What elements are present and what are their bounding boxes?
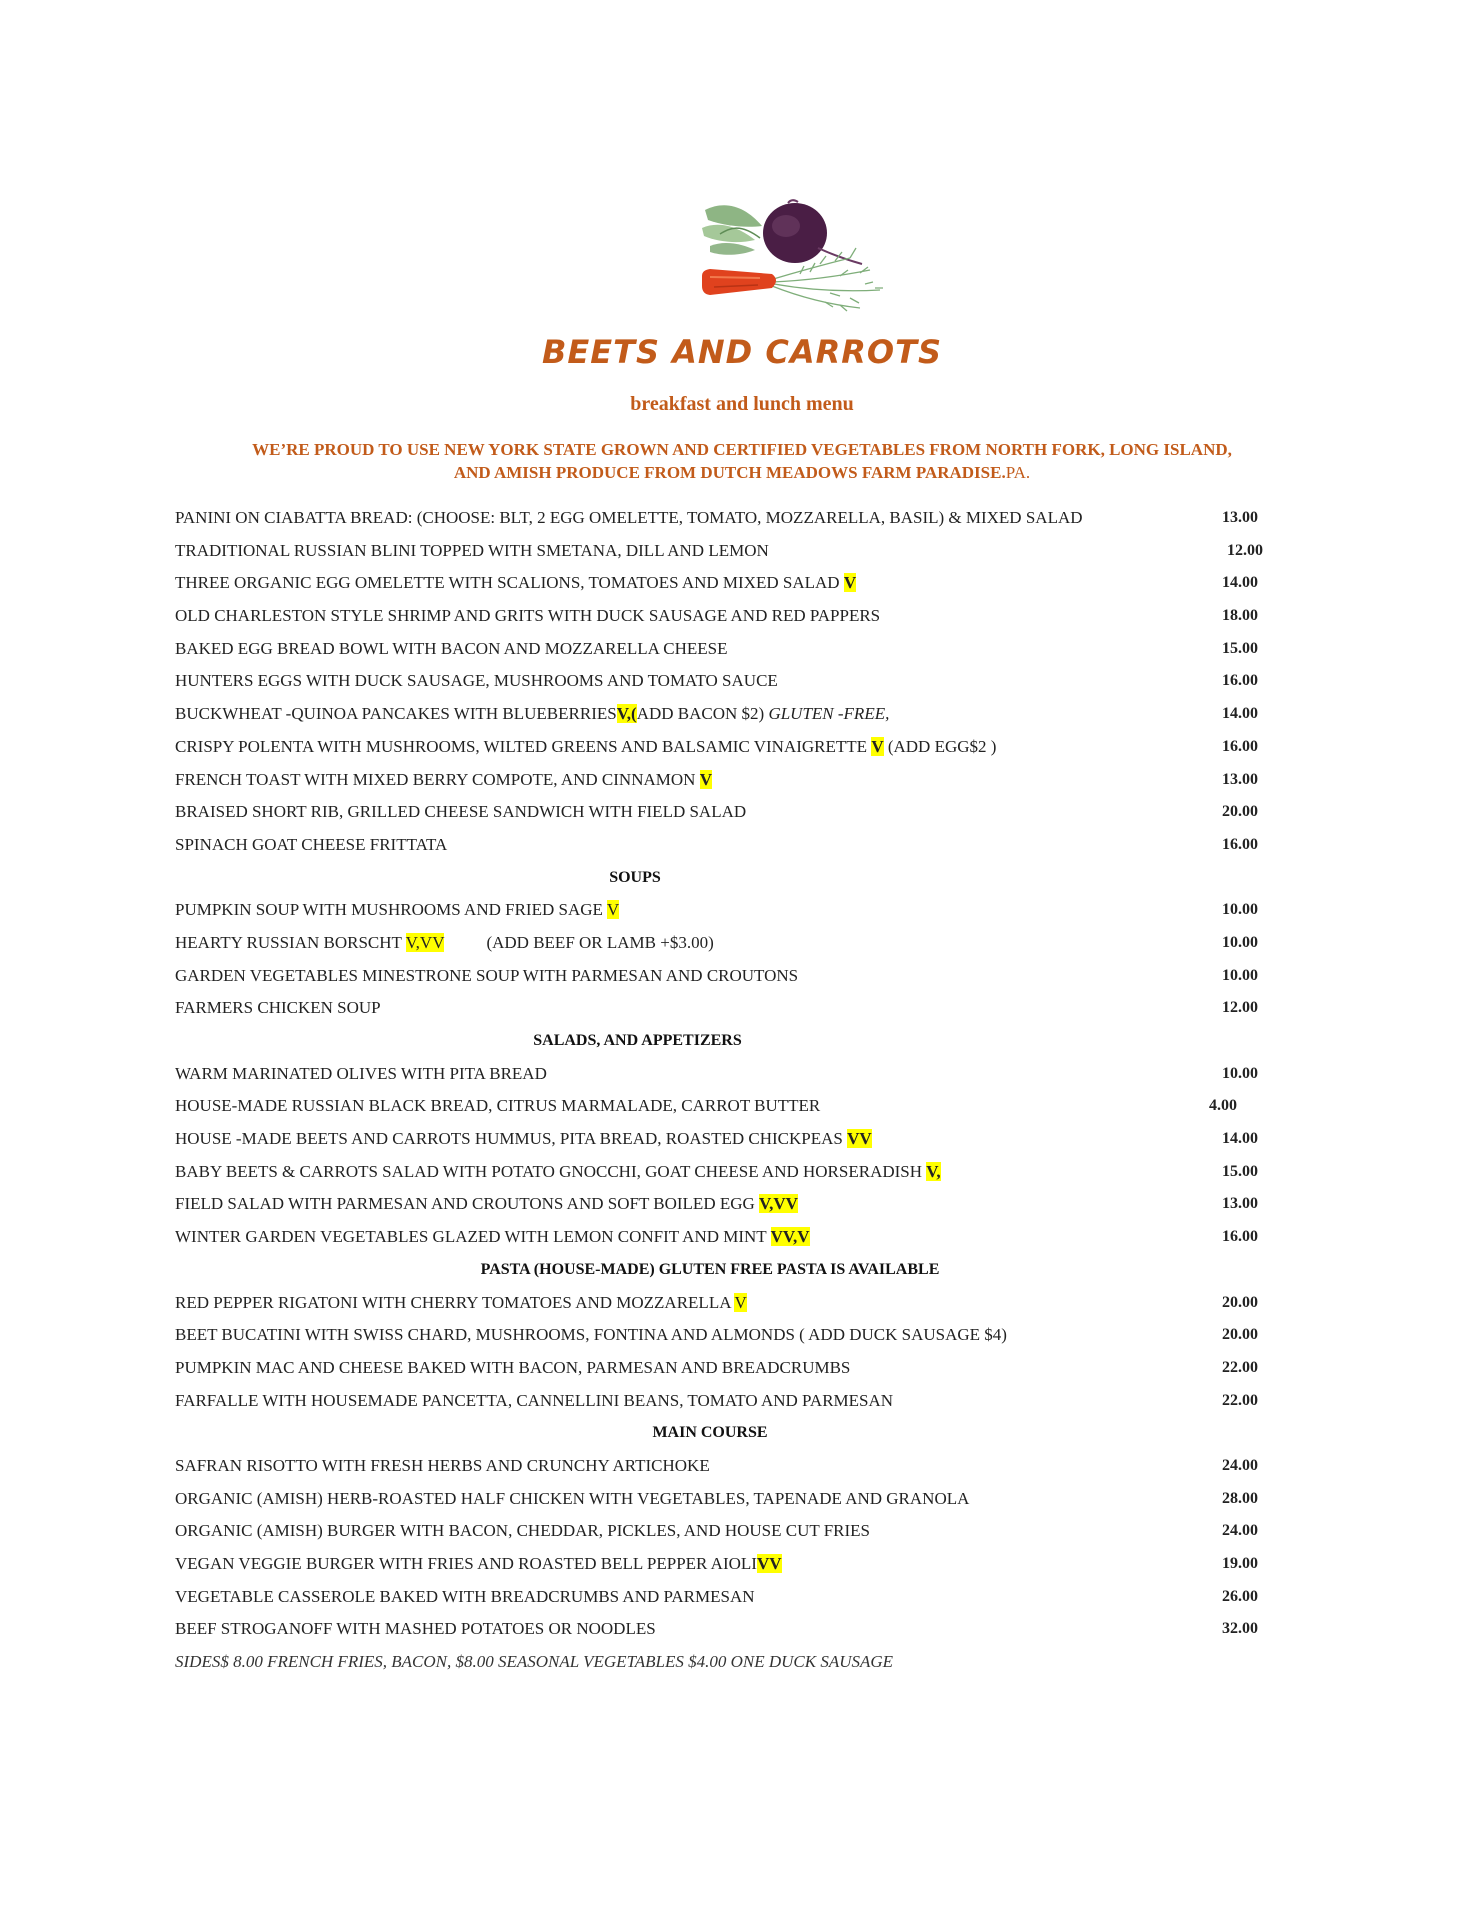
item-price: 22.00: [1222, 1391, 1258, 1409]
beet-leaves-icon: [702, 205, 762, 255]
item-addon: (ADD BEEF OR LAMB +$3.00): [486, 932, 714, 952]
carrot-icon: [702, 269, 776, 295]
item-name: FARFALLE WITH HOUSEMADE PANCETTA, CANNELLINI BEANS, TOMATO AND PARMESAN: [175, 1390, 894, 1410]
item-name: HEARTY RUSSIAN BORSCHT: [175, 932, 406, 952]
item-name: FIELD SALAD WITH PARMESAN AND CROUTONS AND SOFT BOILED EGG: [175, 1194, 760, 1214]
section-heading-soups: [175, 862, 1275, 895]
menu-item: [175, 992, 1275, 1025]
menu-item: [175, 1581, 1275, 1614]
item-name-group: [175, 764, 712, 797]
item-name: FRENCH TOAST WITH MIXED BERRY COMPOTE, AND CINNAMON: [175, 769, 700, 789]
item-name: WINTER GARDEN VEGETABLES GLAZED WITH LEMON CONFIT AND MINT: [175, 1227, 771, 1247]
menu-item: [175, 1090, 1275, 1123]
item-price: 13.00: [1222, 509, 1258, 526]
section-heading-text: MAIN COURSE: [652, 1424, 768, 1442]
menu-item: [175, 927, 1275, 960]
item-name: RED PEPPER RIGATONI WITH CHERRY TOMATOES AND MOZZARELLA: [175, 1292, 735, 1312]
item-name: PUMPKIN SOUP WITH MUSHROOMS AND FRIED SAGE: [175, 900, 607, 920]
vegan-tag: VV,V: [770, 1227, 810, 1247]
menu-item: [175, 1123, 1275, 1156]
item-name-group: [175, 567, 856, 600]
item-name: VEGETABLE CASSEROLE BAKED WITH BREADCRUMBS AND PARMESAN: [175, 1586, 755, 1606]
menu-item: [175, 1058, 1275, 1091]
item-name: WARM MARINATED OLIVES WITH PITA BREAD: [175, 1063, 547, 1083]
item-price: 12.00: [1227, 541, 1263, 559]
item-name-group: [175, 1221, 810, 1254]
beet-and-carrot-illustration: [700, 198, 910, 316]
item-name: HOUSE -MADE BEETS AND CARROTS HUMMUS, PITA BREAD, ROASTED CHICKPEAS: [175, 1129, 848, 1149]
menu-item: [175, 567, 1275, 600]
item-price: 16.00: [1222, 672, 1258, 690]
menu-item: [175, 1287, 1275, 1320]
item-name-group: [175, 927, 714, 960]
menu-item: [175, 1613, 1275, 1646]
menu-subtitle: breakfast and lunch menu: [630, 393, 854, 415]
item-name-group: [175, 1287, 747, 1320]
item-price: 12.00: [1222, 999, 1258, 1017]
item-name: BEEF STROGANOFF WITH MASHED POTATOES OR NOODLES: [175, 1619, 656, 1639]
vegetarian-tag: V,: [926, 1161, 941, 1181]
vegetarian-tag: V: [699, 769, 712, 789]
menu-item: [175, 1156, 1275, 1189]
item-price: 15.00: [1222, 639, 1258, 657]
section-heading-pasta: [175, 1254, 1275, 1287]
menu-item: [175, 1352, 1275, 1385]
restaurant-title: BEETS AND CARROTS: [542, 333, 942, 371]
item-name-group: [175, 1123, 872, 1156]
item-price: 24.00: [1222, 1522, 1258, 1540]
menu-item: [175, 960, 1275, 993]
intro-text: [168, 438, 1316, 484]
menu-item: [175, 665, 1275, 698]
menu-item: [175, 502, 1275, 535]
menu-item: [175, 1450, 1275, 1483]
vegetarian-tag: V: [871, 736, 884, 756]
menu-item: [175, 829, 1275, 862]
vegan-tag: VV: [847, 1129, 872, 1149]
intro-line-2-tail: PA.: [1005, 463, 1031, 482]
item-price: 26.00: [1222, 1587, 1258, 1605]
item-price: 14.00: [1222, 1130, 1258, 1148]
menu-item: [175, 1483, 1275, 1516]
item-name-group: [175, 1548, 782, 1581]
item-price: 24.00: [1222, 1456, 1258, 1474]
sides-note: SIDES$ 8.00 FRENCH FRIES, BACON, $8.00 SEASONAL VEGETABLES $4.00 ONE DUCK SAUSAGE: [175, 1652, 894, 1672]
intro-line-1: WE’RE PROUD TO USE NEW YORK STATE GROWN AND CERTIFIED VEGETABLES FROM NORTH FORK, LONG ISLAND,: [252, 440, 1232, 459]
item-price: 20.00: [1222, 1293, 1258, 1311]
beet-icon: [763, 200, 862, 264]
item-name: BAKED EGG BREAD BOWL WITH BACON AND MOZZARELLA CHEESE: [175, 638, 728, 658]
item-name: BUCKWHEAT -QUINOA PANCAKES WITH BLUEBERRIES: [175, 704, 617, 724]
item-price: 10.00: [1222, 933, 1258, 951]
item-price: 18.00: [1222, 607, 1258, 625]
item-name-group: [175, 894, 619, 927]
vegetarian-tag: V: [606, 900, 620, 920]
item-name-group: [175, 1156, 941, 1189]
item-price: 13.00: [1222, 770, 1258, 788]
item-name: GARDEN VEGETABLES MINESTRONE SOUP WITH PARMESAN AND CROUTONS: [175, 965, 799, 985]
menu-item: [175, 1221, 1275, 1254]
menu-item: [175, 1515, 1275, 1548]
menu-item: [175, 1188, 1275, 1221]
item-name-group: [175, 698, 889, 731]
item-price: 4.00: [1209, 1097, 1237, 1115]
menu-list: [175, 502, 1275, 1679]
item-name: HUNTERS EGGS WITH DUCK SAUSAGE, MUSHROOMS AND TOMATO SAUCE: [175, 671, 778, 691]
vegan-tag: V,VV: [759, 1194, 798, 1214]
item-price: 28.00: [1222, 1489, 1258, 1507]
menu-item: [175, 796, 1275, 829]
item-addon: (ADD EGG$2 ): [883, 736, 997, 756]
menu-item: [175, 894, 1275, 927]
item-name: PUMPKIN MAC AND CHEESE BAKED WITH BACON, PARMESAN AND BREADCRUMBS: [175, 1357, 851, 1377]
item-name: VEGAN VEGGIE BURGER WITH FRIES AND ROASTED BELL PEPPER AIOLI: [175, 1554, 757, 1573]
item-name: TRADITIONAL RUSSIAN BLINI TOPPED WITH SMETANA, DILL AND LEMON: [175, 540, 769, 560]
vegetarian-tag: V: [734, 1292, 747, 1312]
vegan-tag: VV: [756, 1554, 782, 1573]
item-price: 32.00: [1222, 1620, 1258, 1638]
menu-item: [175, 698, 1275, 731]
item-price: 16.00: [1222, 835, 1258, 853]
item-name: HOUSE-MADE RUSSIAN BLACK BREAD, CITRUS MARMALADE, CARROT BUTTER: [175, 1096, 821, 1116]
item-price: 13.00: [1222, 1195, 1258, 1213]
item-price: 14.00: [1222, 705, 1258, 723]
item-price: 16.00: [1222, 1228, 1258, 1246]
item-price: 10.00: [1222, 1064, 1258, 1082]
item-price: 22.00: [1222, 1358, 1258, 1376]
item-name: PANINI ON CIABATTA BREAD: (CHOOSE: BLT, 2 EGG OMELETTE, TOMATO, MOZZARELLA, BASIL) & MIXED SALAD: [175, 508, 1083, 527]
item-name: ORGANIC (AMISH) BURGER WITH BACON, CHEDDAR, PICKLES, AND HOUSE CUT FRIES: [175, 1521, 870, 1541]
section-heading-main-course: [175, 1417, 1275, 1450]
menu-item: [175, 1385, 1275, 1418]
vegan-tag: V,VV: [405, 932, 445, 952]
section-heading-text: PASTA (HOUSE-MADE) GLUTEN FREE PASTA IS AVAILABLE: [480, 1260, 940, 1278]
item-price: 16.00: [1222, 737, 1258, 755]
item-name-group: [175, 1188, 798, 1221]
item-name: THREE ORGANIC EGG OMELETTE WITH SCALIONS, TOMATOES AND MIXED SALAD: [175, 573, 844, 593]
section-heading-text: SOUPS: [609, 868, 661, 886]
menu-item: [175, 600, 1275, 633]
menu-item: [175, 1548, 1275, 1581]
intro-line-2-text: AND AMISH PRODUCE FROM DUTCH MEADOWS FARM PARADISE.: [453, 463, 1006, 482]
menu-item: [175, 1319, 1275, 1352]
menu-item: [175, 731, 1275, 764]
item-name: ORGANIC (AMISH) HERB-ROASTED HALF CHICKEN WITH VEGETABLES, TAPENADE AND GRANOLA: [175, 1488, 970, 1508]
item-price: 20.00: [1222, 803, 1258, 821]
menu-item: [175, 535, 1275, 568]
item-price: 20.00: [1222, 1326, 1258, 1344]
intro-line-2: [168, 461, 1316, 484]
item-name: BABY BEETS & CARROTS SALAD WITH POTATO GNOCCHI, GOAT CHEESE AND HORSERADISH: [175, 1161, 927, 1181]
item-price: 10.00: [1222, 901, 1258, 919]
item-price: 14.00: [1222, 574, 1258, 592]
item-price: 19.00: [1222, 1555, 1258, 1572]
item-note: GLUTEN -FREE,: [768, 704, 890, 724]
menu-item: [175, 633, 1275, 666]
vegetarian-tag: V,(: [616, 704, 637, 724]
item-addon: ADD BACON $2): [636, 704, 765, 724]
item-name: SAFRAN RISOTTO WITH FRESH HERBS AND CRUNCHY ARTICHOKE: [175, 1455, 710, 1475]
item-name-group: [175, 731, 996, 764]
item-name: BRAISED SHORT RIB, GRILLED CHEESE SANDWICH WITH FIELD SALAD: [175, 802, 747, 822]
menu-item: [175, 764, 1275, 797]
section-heading-salads: [175, 1025, 1275, 1058]
item-price: 10.00: [1222, 966, 1258, 984]
item-name: FARMERS CHICKEN SOUP: [175, 998, 381, 1018]
item-name: BEET BUCATINI WITH SWISS CHARD, MUSHROOMS, FONTINA AND ALMONDS ( ADD DUCK SAUSAGE $4): [175, 1325, 1007, 1345]
item-name: CRISPY POLENTA WITH MUSHROOMS, WILTED GREENS AND BALSAMIC VINAIGRETTE: [175, 736, 872, 756]
vegetarian-tag: V: [843, 573, 857, 593]
item-name: SPINACH GOAT CHEESE FRITTATA: [175, 834, 448, 854]
section-heading-text: SALADS, AND APPETIZERS: [533, 1032, 742, 1049]
item-price: 15.00: [1222, 1162, 1258, 1180]
item-name: OLD CHARLESTON STYLE SHRIMP AND GRITS WITH DUCK SAUSAGE AND RED PAPPERS: [175, 606, 881, 626]
